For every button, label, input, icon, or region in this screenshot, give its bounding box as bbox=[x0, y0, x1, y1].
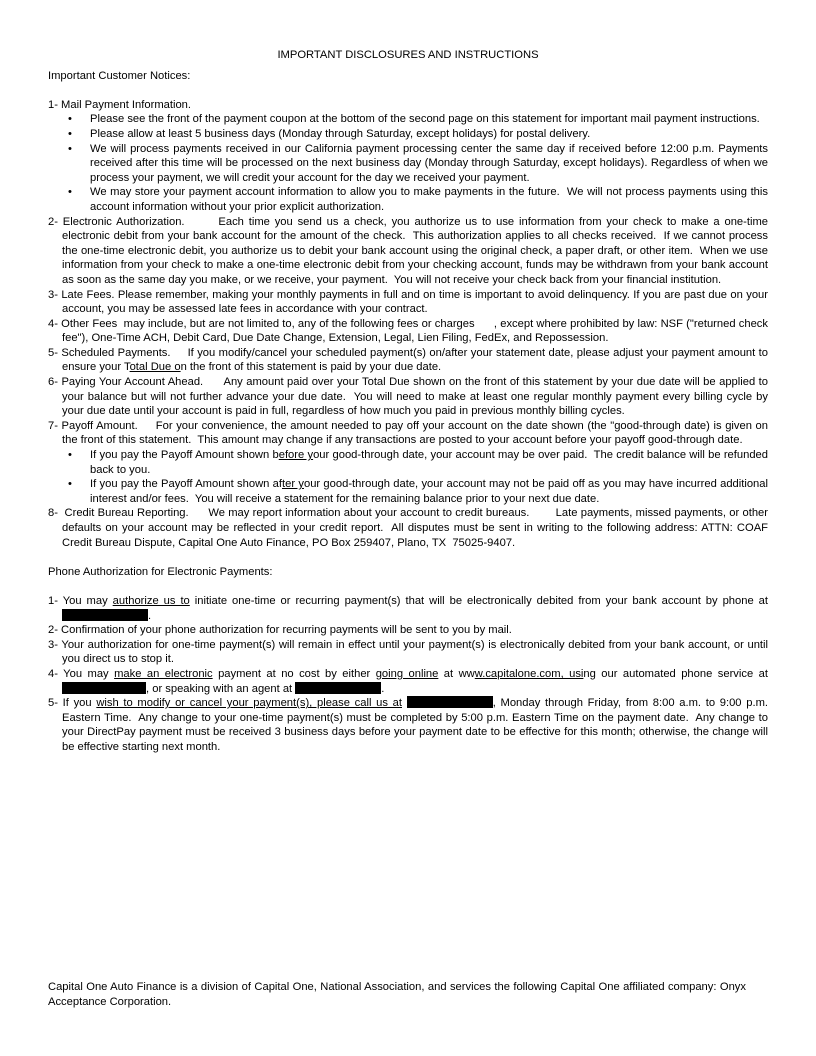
list-item bbox=[48, 112, 768, 127]
late-fees: 3- Late Fees. Please remember, making your monthly payments in full and on time is important to avoid delinquency. If you are past due on your account, you may be assessed late fees in accordance with your contract. bbox=[48, 288, 768, 316]
credit-bureau-reporting: 8- Credit Bureau Reporting. We may report information about your account to credit bureaus. Late payments, missed payments, or other defaults on your account may be reflected in your credit report. All disputes must be sent in writing to the following address: ATTN: COAF Credit Bureau Dispute, Capital One Auto Finance, PO Box 259407, Plano, TX 75025-9407. bbox=[48, 507, 772, 549]
payoff-underlined: ter y bbox=[282, 478, 304, 491]
phone-item-1 bbox=[48, 594, 772, 623]
scheduled-text: n the front of this statement is paid by your due date. bbox=[180, 361, 442, 374]
bullet-icon: • bbox=[68, 449, 72, 462]
phone-text: 1- You may bbox=[48, 594, 113, 607]
bullet-icon: • bbox=[68, 478, 72, 491]
other-fees: 4- Other Fees may include, but are not limited to, any of the following fees or charges , except where prohibited by law: NSF ("returned check fee"), One-Time ACH, Debit Card, Due Date Change, Extension, Legal, Lien Filing, FedEx, and Repossession. bbox=[48, 317, 772, 345]
bullet-icon: • bbox=[68, 142, 72, 155]
spacer bbox=[48, 83, 768, 98]
payoff-amount: 7- Payoff Amount. For your convenience, the amount needed to pay off your account on the date shown (the "good-through date) is given on the front of this statement. This amount may change if any transactions are posted to your account before your payoff good-through date. bbox=[48, 419, 772, 447]
phone-item-5 bbox=[48, 696, 772, 754]
spacer bbox=[48, 550, 768, 565]
list-item bbox=[48, 142, 772, 186]
mail-heading: 1- Mail Payment Information. bbox=[48, 98, 192, 111]
redacted-phone-number bbox=[407, 696, 493, 708]
scheduled-underlined: otal Due o bbox=[129, 361, 181, 374]
redacted-phone-number bbox=[62, 682, 146, 694]
phone-underlined: wish to modify or cancel your payment(s), please call us at bbox=[96, 697, 402, 710]
redacted-phone-number bbox=[295, 682, 381, 694]
redacted-phone-number bbox=[62, 609, 148, 621]
phone-item-2: 2- Confirmation of your phone authorization for recurring payments will be sent to you by mail. bbox=[48, 624, 512, 637]
scheduled-text: 5- Scheduled Payments. If you modify/cancel your scheduled payment(s) on/after your statement date, please adjust your payment amount to ensure your T bbox=[48, 346, 772, 374]
list-item bbox=[48, 448, 772, 477]
list-item bbox=[48, 477, 772, 506]
phone-item-4 bbox=[48, 667, 772, 696]
mail-bullet-text: Please allow at least 5 business days (Monday through Saturday, except holidays) for postal delivery. bbox=[90, 127, 591, 140]
phone-underlined: going online bbox=[375, 667, 439, 680]
phone-underlined: authorize us to bbox=[112, 594, 190, 607]
electronic-authorization: 2- Electronic Authorization. Each time you send us a check, you authorize us to use information from your check to make a one-time electronic debit from your bank account for the amount of the check. This authorization applies to all checks received. If we cannot process the one-time electronic debit, you authorize us to debit your bank account using the original check, a paper draft, or other item. When we use information from your check to make a one-time electronic debit from your checking account, funds may be withdrawn from your bank account as soon as the same day you make, or we receive, your payment. You will not receive your check back from your financial institution. bbox=[48, 215, 772, 286]
paying-ahead: 6- Paying Your Account Ahead. Any amount paid over your Total Due shown on the front of this statement by your due date will be applied to your balance but will not further advance your due date. You will need to make at least one regular monthly payment every billing cycle by your due date until your account is paid in full, regardless of how much you paid in previous monthly billing cycles. bbox=[48, 376, 772, 418]
payoff-bullet-list bbox=[48, 448, 772, 506]
list-item bbox=[48, 127, 768, 142]
list-item bbox=[48, 185, 772, 214]
payoff-text: our good-through date, your account may not be paid off as you may have incurred additional interest and/or fees. You will receive a statement for the remaining balance prior to your next due date. bbox=[90, 478, 772, 505]
phone-text: ng our automated phone service at bbox=[583, 667, 772, 680]
payoff-text: If you pay the Payoff Amount shown af bbox=[90, 478, 283, 491]
mail-bullet-list bbox=[48, 112, 772, 214]
phone-text: 4- You may bbox=[48, 667, 115, 680]
disclosures-page bbox=[48, 48, 772, 755]
payoff-text: our good-through date, your account may be over paid. The credit balance will be refunded back to you. bbox=[90, 449, 772, 476]
page-title: IMPORTANT DISCLOSURES AND INSTRUCTIONS bbox=[277, 49, 539, 61]
phone-text: . bbox=[381, 682, 385, 695]
phone-text: , Monday through Friday, from 8:00 a.m. to 9:00 p.m. Eastern Time. Any change to your one-time payment(s) must be completed by 5:00 p.m. Eastern Time on the payment date. Any change to your DirectPay payment must be received 3 business days before your payment date to be effective for this month; otherwise, the change will be effective starting next month. bbox=[62, 697, 772, 753]
payoff-underlined: efore y bbox=[278, 449, 314, 462]
phone-text: , or speaking with an agent at bbox=[146, 682, 296, 695]
notices-heading: Important Customer Notices: bbox=[48, 69, 191, 82]
phone-text: initiate one-time or recurring payment(s) that will be electronically debited from your bank account by phone at bbox=[189, 594, 772, 607]
phone-text: payment at no cost by either bbox=[212, 667, 376, 680]
mail-bullet-text: Please see the front of the payment coupon at the bottom of the second page on this statement for important mail payment instructions. bbox=[90, 113, 760, 126]
phone-text: . bbox=[148, 609, 152, 622]
phone-item-3: 3- Your authorization for one-time payment(s) will remain in effect until your payment(s) is electronically debited from your bank account, or until you direct us to stop it. bbox=[48, 638, 768, 666]
mail-bullet-text: We may store your payment account information to allow you to make payments in the future. We will not process payments using this account information without your prior explicit authorization. bbox=[90, 186, 772, 213]
scheduled-payments bbox=[48, 346, 772, 375]
phone-text: 5- If you bbox=[48, 697, 97, 710]
payoff-text: If you pay the Payoff Amount shown b bbox=[90, 449, 279, 462]
footer-text: Capital One Auto Finance is a division of Capital One, National Association, and services the following Capital One affiliated company: Onyx Acceptance Corporation. bbox=[48, 981, 746, 1008]
phone-underlined: make an electronic bbox=[114, 667, 213, 680]
spacer bbox=[48, 579, 768, 594]
phone-text: at ww bbox=[438, 667, 475, 680]
bullet-icon: • bbox=[68, 113, 72, 126]
bullet-icon: • bbox=[68, 127, 72, 140]
website-link[interactable]: w.capitalone.com, usi bbox=[474, 667, 584, 680]
mail-bullet-text: We will process payments received in our California payment processing center the same day if received before 12:00 p.m. Payments received after this time will be processed on the next business day (Monday through Saturday, except holidays). Regardless of when we process your payment, we will credit your account for the day we received your payment. bbox=[90, 142, 772, 184]
bullet-icon: • bbox=[68, 186, 72, 199]
phone-heading: Phone Authorization for Electronic Payments: bbox=[48, 565, 273, 578]
